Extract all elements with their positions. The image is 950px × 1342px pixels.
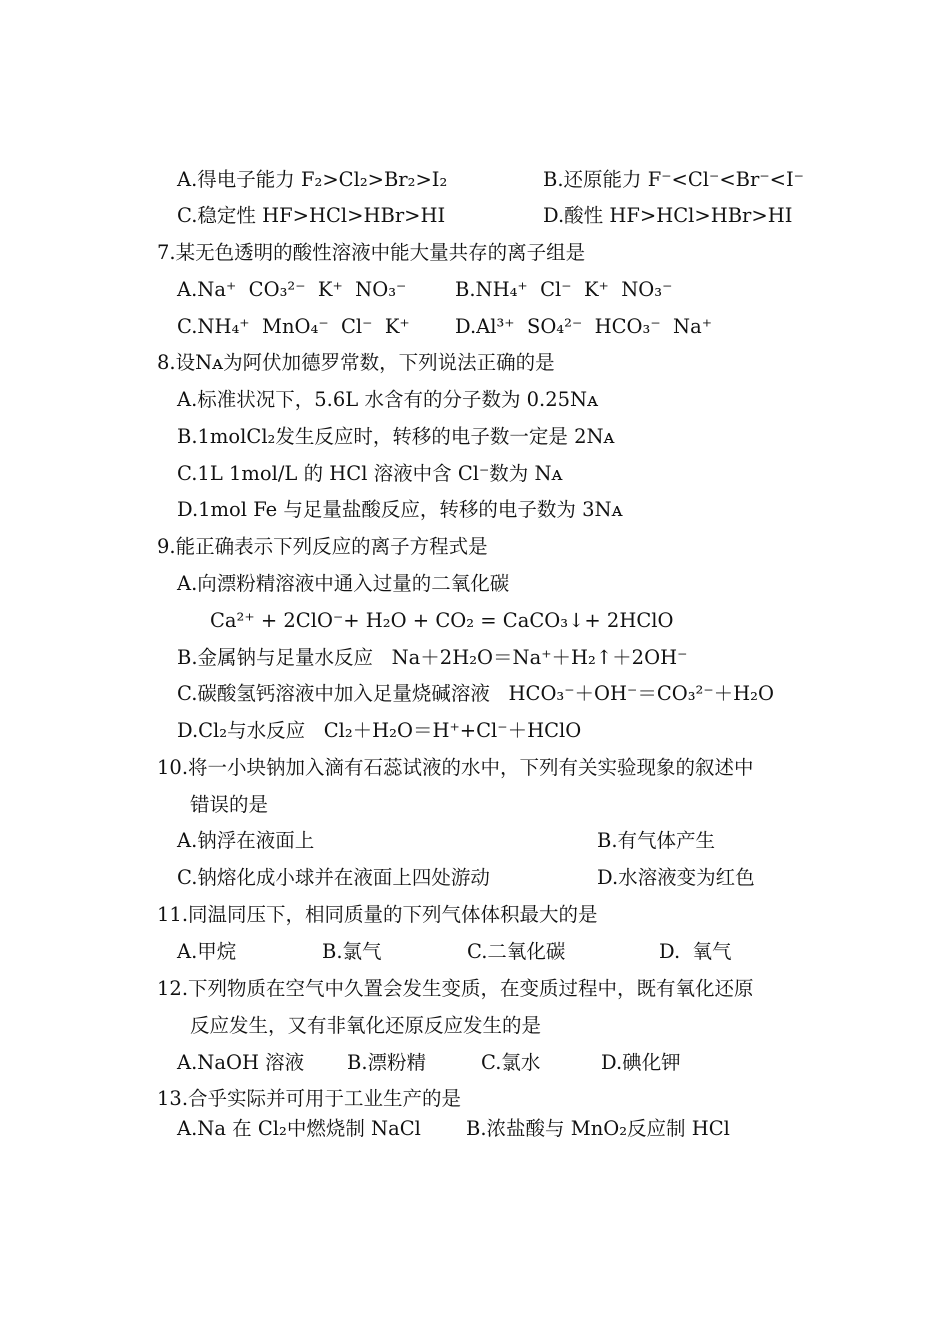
q12-option-d: D.碘化钾 <box>601 1051 681 1074</box>
q7-stem: 7.某无色透明的酸性溶液中能大量共存的离子组是 <box>157 241 586 264</box>
q9-option-d: D.Cl₂与水反应 Cl₂＋H₂O＝H⁺+Cl⁻＋HClO <box>177 719 582 742</box>
q13-stem: 13.合乎实际并可用于工业生产的是 <box>157 1087 462 1110</box>
q6-option-a: A.得电子能力 F₂>Cl₂>Br₂>I₂ <box>177 168 448 191</box>
q9-option-a-equation: Ca²⁺ + 2ClO⁻+ H₂O + CO₂ = CaCO₃↓+ 2HClO <box>210 609 674 632</box>
q9-option-b: B.金属钠与足量水反应 Na＋2H₂O＝Na⁺＋H₂↑＋2OH⁻ <box>177 646 688 669</box>
q9-stem: 9.能正确表示下列反应的离子方程式是 <box>157 535 488 558</box>
q8-stem: 8.设Nᴀ为阿伏加德罗常数，下列说法正确的是 <box>157 351 555 374</box>
q9-option-c: C.碳酸氢钙溶液中加入足量烧碱溶液 HCO₃⁻＋OH⁻＝CO₃²⁻＋H₂O <box>177 682 774 705</box>
q11-option-d: D. 氧气 <box>659 940 732 963</box>
q10-option-b: B.有气体产生 <box>597 829 716 852</box>
q8-option-a: A.标准状况下，5.6L 水含有的分子数为 0.25Nᴀ <box>177 388 599 411</box>
q11-stem: 11.同温同压下，相同质量的下列气体体积最大的是 <box>157 903 598 926</box>
q10-option-a: A.钠浮在液面上 <box>177 829 315 852</box>
q10-option-c: C.钠熔化成小球并在液面上四处游动 <box>177 866 490 889</box>
q7-option-c: C.NH₄⁺ MnO₄⁻ Cl⁻ K⁺ <box>177 315 410 338</box>
q12-option-a: A.NaOH 溶液 <box>177 1051 305 1074</box>
q11-option-c: C.二氧化碳 <box>467 940 566 963</box>
q8-option-c: C.1L 1mol/L 的 HCl 溶液中含 Cl⁻数为 Nᴀ <box>177 462 563 485</box>
q12-option-b: B.漂粉精 <box>347 1051 427 1074</box>
q7-option-d: D.Al³⁺ SO₄²⁻ HCO₃⁻ Na⁺ <box>455 315 713 338</box>
q7-option-b: B.NH₄⁺ Cl⁻ K⁺ NO₃⁻ <box>455 278 673 301</box>
q11-option-b: B.氯气 <box>322 940 382 963</box>
q10-option-d: D.水溶液变为红色 <box>597 866 755 889</box>
q8-option-d: D.1mol Fe 与足量盐酸反应，转移的电子数为 3Nᴀ <box>177 498 623 521</box>
q6-option-d: D.酸性 HF>HCl>HBr>HI <box>543 204 793 227</box>
q11-option-a: A.甲烷 <box>177 940 237 963</box>
q12-stem: 12.下列物质在空气中久置会发生变质，在变质过程中，既有氧化还原 <box>157 977 754 1000</box>
q7-option-a: A.Na⁺ CO₃²⁻ K⁺ NO₃⁻ <box>177 278 407 301</box>
q6-option-b: B.还原能力 F⁻<Cl⁻<Br⁻<I⁻ <box>543 168 804 191</box>
q8-option-b: B.1molCl₂发生反应时，转移的电子数一定是 2Nᴀ <box>177 425 615 448</box>
q6-option-c: C.稳定性 HF>HCl>HBr>HI <box>177 204 446 227</box>
q12-stem-continued: 反应发生，又有非氧化还原反应发生的是 <box>190 1014 542 1037</box>
q10-stem: 10.将一小块钠加入滴有石蕊试液的水中，下列有关实验现象的叙述中 <box>157 756 754 779</box>
q12-option-c: C.氯水 <box>481 1051 541 1074</box>
q13-option-a: A.Na 在 Cl₂中燃烧制 NaCl <box>177 1117 421 1140</box>
q13-option-b: B.浓盐酸与 MnO₂反应制 HCl <box>466 1117 730 1140</box>
q10-stem-continued: 错误的是 <box>190 793 269 816</box>
q9-option-a: A.向漂粉精溶液中通入过量的二氧化碳 <box>177 572 510 595</box>
